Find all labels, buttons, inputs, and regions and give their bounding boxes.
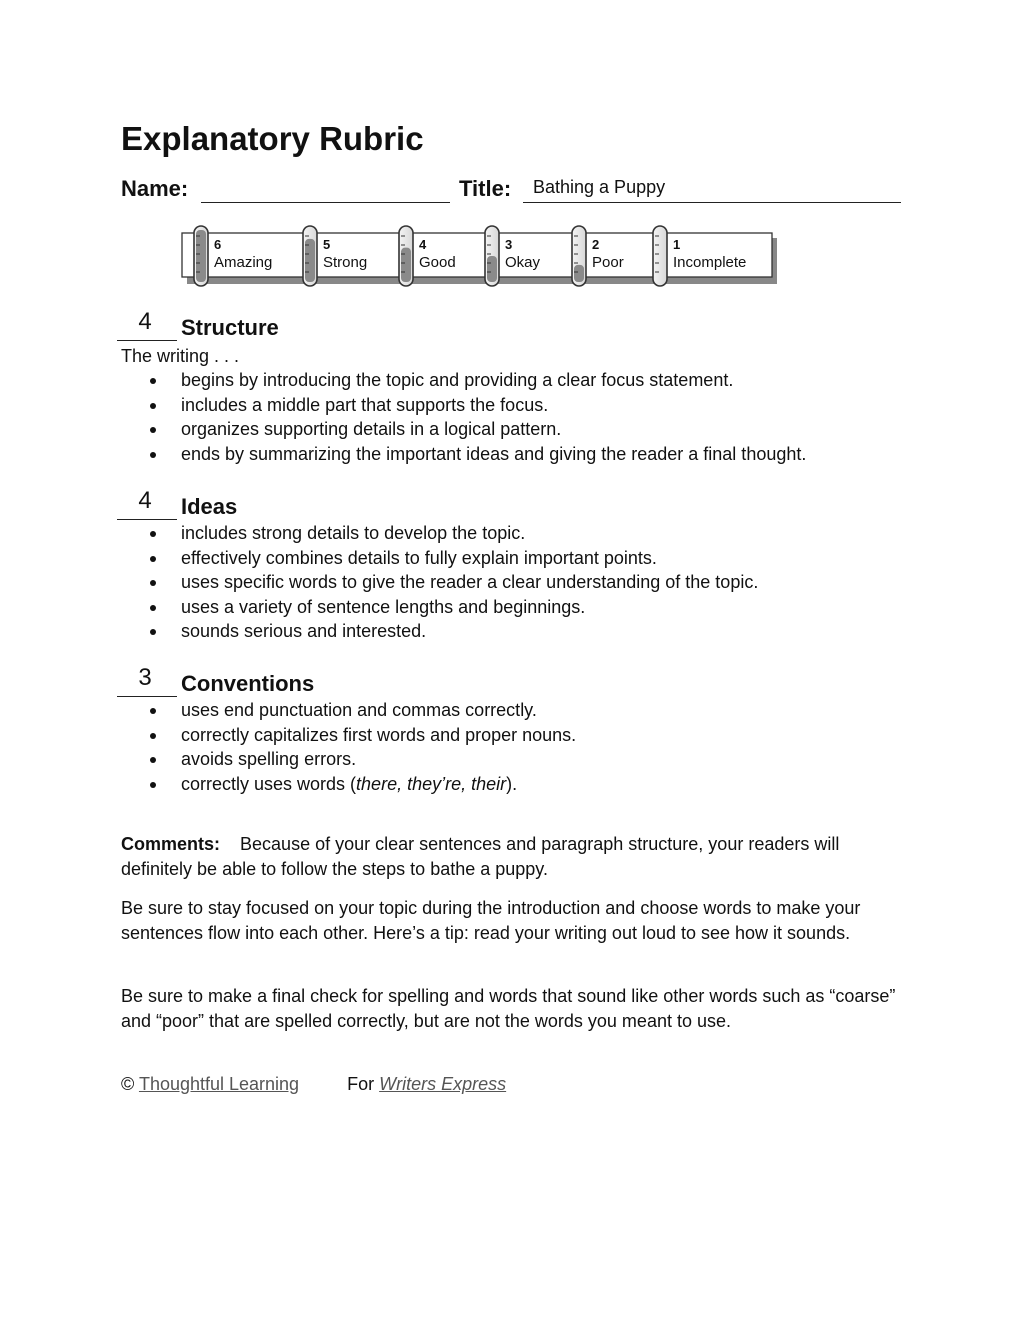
comments-label: Comments: <box>121 834 221 854</box>
list-item: sounds serious and interested. <box>121 619 911 644</box>
scale-label: Strong <box>323 254 368 271</box>
scale-number: 2 <box>592 237 600 252</box>
comment-paragraph-2: Be sure to stay focused on your topic during the introduction and choose words to make your sentences flow into each other. Here’s a tip: read your writing out loud to see how it sounds. <box>121 898 861 943</box>
ideas-title: Ideas <box>181 494 238 519</box>
section-conventions-head <box>121 664 821 699</box>
ideas-score[interactable]: 4 <box>138 487 152 514</box>
bullet-icon <box>150 427 156 433</box>
bullet-icon <box>150 556 156 562</box>
page-title: Explanatory Rubric <box>121 120 424 157</box>
thermometer-fill <box>487 256 497 282</box>
section-ideas-head <box>121 487 821 522</box>
list-item: uses specific words to give the reader a clear understanding of the topic. <box>121 570 911 595</box>
conventions-score[interactable]: 3 <box>138 664 152 691</box>
scale-label: Good <box>419 254 456 271</box>
thoughtful-learning-link[interactable]: Thoughtful Learning <box>138 1074 300 1094</box>
name-label: Name: <box>121 176 189 201</box>
copyright-symbol: © <box>121 1074 135 1094</box>
bullet-icon <box>150 378 156 384</box>
list-item: correctly capitalizes first words and proper nouns. <box>121 723 911 748</box>
ideas-score-line <box>117 519 177 520</box>
structure-list <box>121 368 911 466</box>
scale-number: 5 <box>323 237 331 252</box>
scale-number: 4 <box>419 237 427 252</box>
list-item: uses end punctuation and commas correctly. <box>121 698 911 723</box>
bullet-icon <box>150 708 156 714</box>
ideas-list <box>121 521 911 644</box>
list-item: includes a middle part that supports the focus. <box>121 393 911 418</box>
structure-score[interactable]: 4 <box>138 308 152 335</box>
scale-label: Incomplete <box>673 254 747 271</box>
bullet-icon <box>150 580 156 586</box>
section-structure-head <box>121 308 821 343</box>
comment-paragraph-1: Comments: Because of your clear sentences and paragraph structure, your readers will definitely be able to follow the steps to bathe a puppy. <box>121 834 840 879</box>
thermometer-fill <box>401 248 411 282</box>
scale-number: 1 <box>673 237 681 252</box>
list-item: organizes supporting details in a logical pattern. <box>121 417 911 442</box>
bullet-icon <box>150 757 156 763</box>
list-item: effectively combines details to fully explain important points. <box>121 546 911 571</box>
conventions-list <box>121 698 911 796</box>
bullet-icon <box>150 733 156 739</box>
list-item: ends by summarizing the important ideas and giving the reader a final thought. <box>121 442 911 467</box>
title-underline <box>523 202 901 203</box>
rating-scale <box>180 224 780 290</box>
structure-lead: The writing . . . <box>121 346 240 366</box>
bullet-icon <box>150 452 156 458</box>
title-label: Title: <box>459 176 512 201</box>
bullet-icon <box>150 531 156 537</box>
scale-number: 3 <box>505 237 513 252</box>
conventions-score-line <box>117 696 177 697</box>
thermometer-fill <box>574 265 584 282</box>
comment-paragraph-3: Be sure to make a final check for spelling and words that sound like other words such as “coarse” and “poor” that are spelled correctly, but are not the words you meant to use. <box>121 986 896 1031</box>
list-item: uses a variety of sentence lengths and beginnings. <box>121 595 911 620</box>
list-item: correctly uses words (there, they’re, their). <box>121 772 911 797</box>
bullet-icon <box>150 403 156 409</box>
bullet-icon <box>150 782 156 788</box>
structure-score-line <box>117 340 177 341</box>
writers-express-link[interactable]: Writers Express <box>379 1074 507 1094</box>
thermometer-fill <box>196 230 206 282</box>
footer <box>121 1072 506 1097</box>
bullet-icon <box>150 605 156 611</box>
scale-label: Poor <box>592 254 624 271</box>
bullet-icon <box>150 629 156 635</box>
list-item: includes strong details to develop the topic. <box>121 521 911 546</box>
title-field[interactable]: Bathing a Puppy <box>533 177 666 197</box>
scale-number: 6 <box>214 237 222 252</box>
for-label: For <box>347 1074 375 1094</box>
conventions-title: Conventions <box>181 671 315 696</box>
list-item: begins by introducing the topic and providing a clear focus statement. <box>121 368 911 393</box>
scale-label: Okay <box>505 254 541 271</box>
thermometer-icon <box>653 226 667 286</box>
structure-title: Structure <box>181 315 279 340</box>
scale-label: Amazing <box>214 254 273 271</box>
list-item: avoids spelling errors. <box>121 747 911 772</box>
name-field[interactable] <box>201 202 450 203</box>
